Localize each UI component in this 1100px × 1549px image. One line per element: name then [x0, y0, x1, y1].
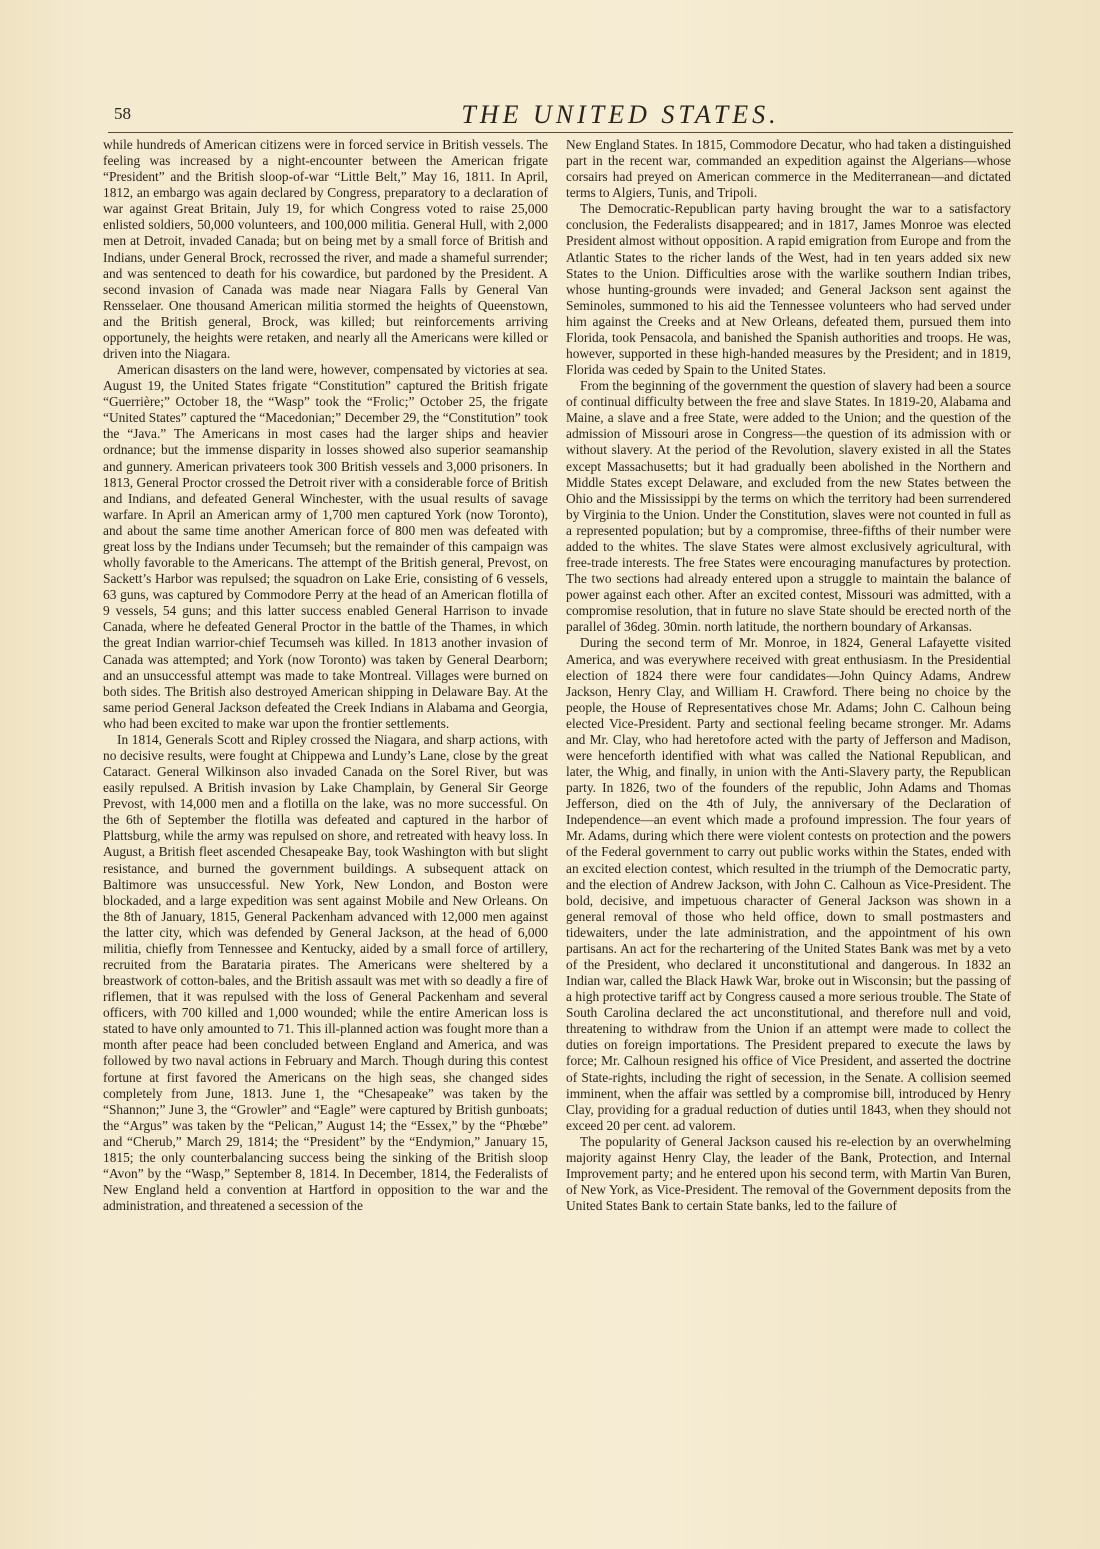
paragraph: The Democratic-Republican party having brought the war to a satisfactory conclusion, the Federalists disappeared; and in 1817, James Monroe was elected President almost without opposition. A rapid emigration from Europe and from the Atlantic States to the richer lands of the West, had in ten years added six new States to the Union. Difficulties arose with the warlike southern Indian tribes, whose hunting-grounds were invaded; and General Jackson sent against the Seminoles, summoned to his aid the Tennessee volunteers who had served under him against the Creeks and at New Orleans, defeated them, pursued them into Florida, took Pensacola, and banished the Spanish authorities and troops. He was, however, supported in these high-handed measures by the President; and in 1819, Florida was ceded by Spain to the United States.	[566, 201, 1011, 378]
left-column	[103, 137, 548, 1487]
paragraph: During the second term of Mr. Monroe, in 1824, General Lafayette visited America, and was everywhere received with great enthusiasm. In the Presidential election of 1824 there were four candidates—John Quincy Adams, Andrew Jackson, Henry Clay, and William H. Crawford. There being no choice by the people, the House of Representatives chose Mr. Adams; John C. Calhoun being elected Vice-President. Party and sectional feeling became stronger. Mr. Adams and Mr. Clay, who had heretofore acted with the party of Jefferson and Madison, were henceforth identified with what was called the National Republican, and later, the Whig, and finally, in union with the Anti-Slavery party, the Republican party. In 1826, two of the founders of the republic, John Adams and Thomas Jefferson, died on the 4th of July, the anniversary of the Declaration of Independence—an event which made a profound impression. The four years of Mr. Adams, during which there were violent contests on protection and the powers of the Federal government to carry out public works within the States, ended with an excited election contest, which resulted in the triumph of the Democratic party, and the election of Andrew Jackson, with John C. Calhoun as Vice-President. The bold, decisive, and impetuous character of General Jackson was shown in a general removal of those who held office, down to small postmasters and tidewaiters, under the late administration, and the appointment of his own partisans. An act for the rechartering of the United States Bank was met by a veto of the President, who declared it unconstitutional and dangerous. In 1832 an Indian war, called the Black Hawk War, broke out in Wisconsin; but the passing of a high protective tariff act by Congress caused a more serious trouble. The State of South Carolina declared the act unconstitutional, and therefore null and void, threatening to withdraw from the Union if an attempt were made to collect the duties on foreign importations. The President prepared to execute the laws by force; Mr. Calhoun resigned his office of Vice President, and asserted the doctrine of State-rights, including the right of secession, in the Senate. A collision seemed imminent, when the affair was settled by a compromise bill, introduced by Henry Clay, providing for a gradual reduction of duties until 1843, when they should not exceed 20 per cent. ad valorem.	[566, 635, 1011, 1133]
paragraph: In 1814, Generals Scott and Ripley crossed the Niagara, and sharp actions, with no decisive results, were fought at Chippewa and Lundy’s Lane, close by the great Cataract. General Wilkinson also invaded Canada on the Sorel River, but was easily repulsed. A British invasion by Lake Champlain, by General Sir George Prevost, with 14,000 men and a flotilla on the lake, was no more successful. On the 6th of September the flotilla was defeated and captured in the harbor of Plattsburg, while the army was repulsed on shore, and retreated with heavy loss. In August, a British fleet ascended Chesapeake Bay, took Washington with but slight resistance, and burned the government buildings. A subsequent attack on Baltimore was unsuccessful. New York, New London, and Boston were blockaded, and a large expedition was sent against Mobile and New Orleans. On the 8th of January, 1815, General Packenham advanced with 12,000 men against the latter city, which was defended by General Jackson, at the head of 6,000 militia, chiefly from Tennessee and Kentucky, aided by a small force of artillery, recruited from the Barataria pirates. The Americans were sheltered by a breastwork of cotton-bales, and the British assault was met with so deadly a fire of riflemen, that it was repulsed with the loss of General Packenham and several officers, with 700 killed and 1,000 wounded; while the entire American loss is stated to have only amounted to 71. This ill-planned action was fought more than a month after peace had been concluded between England and America, and was followed by two naval actions in February and March. Though during this contest fortune at first favored the Americans on the high seas, she changed sides completely from June, 1813. June 1, the “Chesapeake” was taken by the “Shannon;” June 3, the “Growler” and “Eagle” were captured by British gunboats; the “Argus” was taken by the “Pelican,” August 14; the “Essex,” by the “Phœbe” and “Cherub,” March 29, 1814; the “President” by the “Endymion,” January 15, 1815; the only counterbalancing success being the sinking of the British sloop “Avon” by the “Wasp,” September 8, 1814. In December, 1814, the Federalists of New England held a convention at Hartford in opposition to the war and the administration, and threatened a secession of the	[103, 731, 548, 1214]
page-number: 58	[114, 104, 131, 123]
paragraph: American disasters on the land were, however, compensated by victories at sea. August 19, the United States frigate “Constitution” captured the British frigate “Guerrière;” October 18, the “Wasp” took the “Frolic;” October 25, the frigate “United States” captured the “Macedonian;” December 29, the “Constitution” took the “Java.” The Americans in most cases had the larger ships and heavier ordnance; but the immense disparity in losses showed also superior seamanship and gunnery. American privateers took 300 British vessels and 3,000 prisoners. In 1813, General Proctor crossed the Detroit river with a considerable force of British and Indians, and defeated General Winchester, with the usual results of savage warfare. In April an American army of 1,700 men captured York (now Toronto), and about the same time another American force of 800 men was defeated with great loss by the Indians under Tecumseh; but the remainder of this campaign was wholly favorable to the Americans. The attempt of the British general, Prevost, on Sackett’s Harbor was repulsed; the squadron on Lake Erie, consisting of 6 vessels, 63 guns, was captured by Commodore Perry at the head of an American flotilla of 9 vessels, 54 guns; and this latter success enabled General Harrison to invade Canada, where he defeated General Proctor in the battle of the Thames, in which the great Indian warrior-chief Tecumseh was killed. In 1813 another invasion of Canada was attempted; and York (now Toronto) was taken by General Dearborn; and an unsuccessful attempt was made to take Montreal. Villages were burned on both sides. The British also destroyed American shipping in Delaware Bay. At the same period General Jackson defeated the Creek Indians in Alabama and Georgia, who had been excited to make war upon the frontier settlements.	[103, 362, 548, 731]
paragraph: New England States. In 1815, Commodore Decatur, who had taken a distinguished part in the recent war, commanded an expedition against the Algerians—whose corsairs had preyed on American commerce in the Mediterranean—and dictated terms to Algiers, Tunis, and Tripoli.	[566, 137, 1011, 201]
running-title: THE UNITED STATES.	[461, 100, 780, 129]
right-column	[566, 137, 1011, 1487]
paragraph: The popularity of General Jackson caused his re-election by an overwhelming majority against Henry Clay, the leader of the Bank, Protection, and Internal Improvement party; and he entered upon his second term, with Martin Van Buren, of New York, as Vice-President. The removal of the Government deposits from the United States Bank to certain State banks, led to the failure of	[566, 1133, 1011, 1214]
paragraph: From the beginning of the government the question of slavery had been a source of continual difficulty between the free and slave States. In 1819-20, Alabama and Maine, a slave and a free State, were added to the Union; and the question of the admission of Missouri arose in Congress—the question of its admission with or without slavery. At the period of the Revolution, slavery existed in all the States except Massachusetts; but it had gradually been abolished in the Northern and Middle States except Delaware, and excluded from the new States between the Ohio and the Mississippi by the terms on which the territory had been surrendered by Virginia to the Union. Under the Constitution, slaves were not counted in full as a represented population; but by a compromise, three-fifths of their number were added to the whites. The slave States were almost exclusively agricultural, with free-trade interests. The free States were encouraging manufactures by protection. The two sections had already entered upon a struggle to maintain the balance of power against each other. After an excited contest, Missouri was admitted, with a compromise resolution, that in future no slave State should be erected north of the parallel of 36deg. 30min. north latitude, the northern boundary of Arkansas.	[566, 378, 1011, 635]
page-header	[108, 100, 1013, 133]
paragraph: while hundreds of American citizens were in forced service in British vessels. The feeling was increased by a night-encounter between the American frigate “President” and the British sloop-of-war “Little Belt,” May 16, 1811. In April, 1812, an embargo was again declared by Congress, preparatory to a declaration of war against Great Britain, July 19, for which Congress voted to raise 25,000 enlisted soldiers, 50,000 volunteers, and 100,000 militia. General Hull, with 2,000 men at Detroit, invaded Canada; but on being met by a small force of British and Indians, under General Brock, recrossed the river, and made a shameful surrender; and was sentenced to death for his cowardice, but pardoned by the President. A second invasion of Canada was made near Niagara Falls by General Van Rensselaer. One thousand American militia stormed the heights of Queenstown, and the British general, Brock, was killed; but reinforcements arriving opportunely, the heights were retaken, and nearly all the Americans were killed or driven into the Niagara.	[103, 137, 548, 362]
